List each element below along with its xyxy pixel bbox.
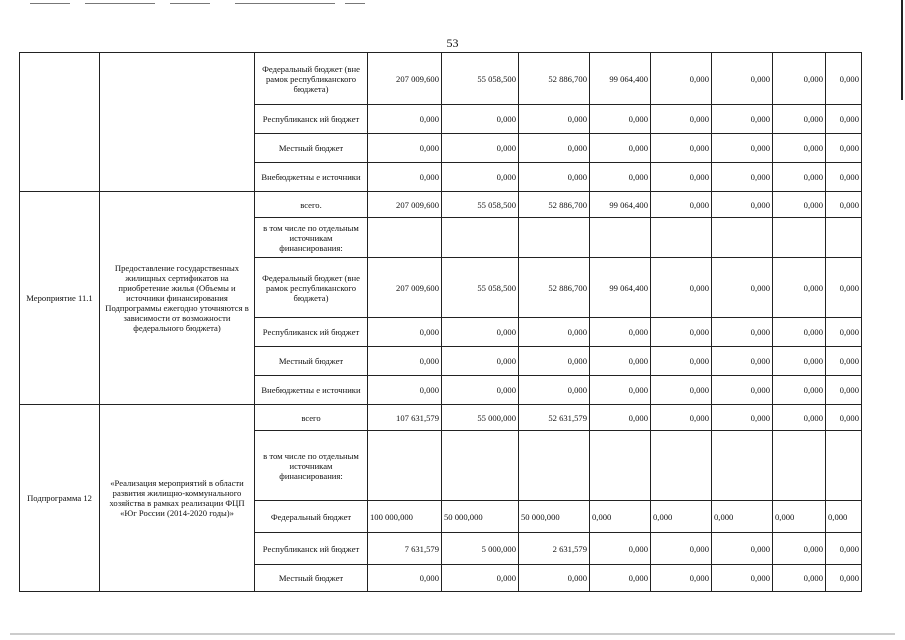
amount-cell: 0,000 xyxy=(712,192,773,218)
amount-cell: 0,000 xyxy=(590,347,651,376)
amount-cell xyxy=(651,218,712,258)
amount-cell: 0,000 xyxy=(773,53,826,105)
description-cell: «Реализация мероприятий в области развития жилищно-коммунального хозяйства в рамках реализации ФЦП «Юг России (2014-2020 годы)» xyxy=(100,405,255,592)
amount-cell: 0,000 xyxy=(826,258,862,318)
amount-cell: 0,000 xyxy=(368,318,442,347)
amount-cell: 50 000,000 xyxy=(442,501,519,533)
amount-cell: 0,000 xyxy=(773,405,826,431)
amount-cell: 0,000 xyxy=(826,347,862,376)
amount-cell: 0,000 xyxy=(773,533,826,565)
amount-cell xyxy=(826,431,862,501)
scan-artifact-top xyxy=(30,2,380,5)
amount-cell: 55 058,500 xyxy=(442,53,519,105)
amount-cell: 0,000 xyxy=(519,565,590,592)
funding-source-cell: Республиканск ий бюджет xyxy=(255,533,368,565)
amount-cell: 0,000 xyxy=(826,134,862,163)
amount-cell: 0,000 xyxy=(368,163,442,192)
amount-cell: 0,000 xyxy=(826,405,862,431)
amount-cell: 207 009,600 xyxy=(368,258,442,318)
amount-cell: 52 886,700 xyxy=(519,258,590,318)
amount-cell: 0,000 xyxy=(368,376,442,405)
amount-cell: 0,000 xyxy=(651,533,712,565)
amount-cell: 99 064,400 xyxy=(590,258,651,318)
amount-cell: 0,000 xyxy=(651,501,712,533)
table-row xyxy=(20,405,862,431)
amount-cell: 52 886,700 xyxy=(519,192,590,218)
amount-cell: 0,000 xyxy=(442,163,519,192)
amount-cell: 0,000 xyxy=(590,501,651,533)
amount-cell: 0,000 xyxy=(442,565,519,592)
amount-cell: 0,000 xyxy=(590,405,651,431)
funding-source-cell: Внебюджетны е источники xyxy=(255,163,368,192)
funding-source-cell: Местный бюджет xyxy=(255,347,368,376)
amount-cell: 55 000,000 xyxy=(442,405,519,431)
amount-cell: 0,000 xyxy=(442,134,519,163)
amount-cell: 99 064,400 xyxy=(590,192,651,218)
amount-cell: 0,000 xyxy=(442,105,519,134)
amount-cell: 0,000 xyxy=(651,258,712,318)
amount-cell: 0,000 xyxy=(712,501,773,533)
funding-source-cell: Республиканск ий бюджет xyxy=(255,318,368,347)
amount-cell xyxy=(442,218,519,258)
amount-cell: 0,000 xyxy=(773,258,826,318)
amount-cell: 0,000 xyxy=(368,347,442,376)
amount-cell: 0,000 xyxy=(519,134,590,163)
amount-cell: 55 058,500 xyxy=(442,258,519,318)
amount-cell: 0,000 xyxy=(712,565,773,592)
amount-cell: 0,000 xyxy=(651,105,712,134)
amount-cell xyxy=(773,218,826,258)
table-row xyxy=(20,53,862,105)
amount-cell: 0,000 xyxy=(368,565,442,592)
amount-cell: 0,000 xyxy=(773,105,826,134)
amount-cell: 0,000 xyxy=(519,105,590,134)
funding-source-cell: всего xyxy=(255,405,368,431)
funding-source-cell: Федеральный бюджет (вне рамок республиканского бюджета) xyxy=(255,53,368,105)
description-cell xyxy=(100,53,255,192)
amount-cell: 0,000 xyxy=(651,192,712,218)
amount-cell xyxy=(368,431,442,501)
amount-cell: 207 009,600 xyxy=(368,192,442,218)
amount-cell: 0,000 xyxy=(712,258,773,318)
amount-cell: 0,000 xyxy=(590,163,651,192)
event-cell: Мероприятие 11.1 xyxy=(20,192,100,405)
amount-cell: 55 058,500 xyxy=(442,192,519,218)
amount-cell: 0,000 xyxy=(773,347,826,376)
funding-source-cell: Местный бюджет xyxy=(255,134,368,163)
funding-source-cell: Республиканск ий бюджет xyxy=(255,105,368,134)
amount-cell xyxy=(712,218,773,258)
funding-source-cell: в том числе по отдельным источникам финансирования: xyxy=(255,218,368,258)
amount-cell xyxy=(590,431,651,501)
event-cell xyxy=(20,53,100,192)
funding-source-cell: всего. xyxy=(255,192,368,218)
amount-cell: 0,000 xyxy=(651,376,712,405)
amount-cell: 207 009,600 xyxy=(368,53,442,105)
amount-cell xyxy=(712,431,773,501)
amount-cell: 0,000 xyxy=(826,53,862,105)
amount-cell: 5 000,000 xyxy=(442,533,519,565)
page-number: 53 xyxy=(446,36,459,50)
amount-cell: 0,000 xyxy=(368,105,442,134)
amount-cell: 0,000 xyxy=(590,134,651,163)
amount-cell: 0,000 xyxy=(712,533,773,565)
amount-cell: 0,000 xyxy=(773,565,826,592)
amount-cell xyxy=(368,218,442,258)
budget-table xyxy=(19,52,862,592)
amount-cell: 52 631,579 xyxy=(519,405,590,431)
amount-cell: 99 064,400 xyxy=(590,53,651,105)
amount-cell: 0,000 xyxy=(773,376,826,405)
amount-cell: 0,000 xyxy=(826,376,862,405)
amount-cell: 0,000 xyxy=(651,53,712,105)
amount-cell: 0,000 xyxy=(712,376,773,405)
event-cell: Подпрограмма 12 xyxy=(20,405,100,592)
amount-cell: 2 631,579 xyxy=(519,533,590,565)
amount-cell: 0,000 xyxy=(519,376,590,405)
amount-cell: 0,000 xyxy=(651,347,712,376)
amount-cell xyxy=(826,218,862,258)
amount-cell: 0,000 xyxy=(773,501,826,533)
amount-cell: 0,000 xyxy=(826,163,862,192)
amount-cell: 0,000 xyxy=(712,134,773,163)
amount-cell: 0,000 xyxy=(368,134,442,163)
amount-cell: 0,000 xyxy=(590,318,651,347)
funding-source-cell: Федеральный бюджет xyxy=(255,501,368,533)
amount-cell: 0,000 xyxy=(826,318,862,347)
amount-cell: 0,000 xyxy=(590,533,651,565)
amount-cell: 0,000 xyxy=(519,347,590,376)
amount-cell xyxy=(590,218,651,258)
amount-cell: 0,000 xyxy=(826,565,862,592)
table-row xyxy=(20,192,862,218)
amount-cell: 0,000 xyxy=(712,53,773,105)
amount-cell: 0,000 xyxy=(712,347,773,376)
amount-cell: 0,000 xyxy=(590,376,651,405)
funding-source-cell: Местный бюджет xyxy=(255,565,368,592)
amount-cell: 0,000 xyxy=(651,134,712,163)
funding-source-cell: Внебюджетны е источники xyxy=(255,376,368,405)
amount-cell: 0,000 xyxy=(712,105,773,134)
amount-cell: 7 631,579 xyxy=(368,533,442,565)
amount-cell: 0,000 xyxy=(442,318,519,347)
amount-cell: 0,000 xyxy=(773,318,826,347)
amount-cell: 0,000 xyxy=(826,533,862,565)
amount-cell: 100 000,000 xyxy=(368,501,442,533)
amount-cell: 0,000 xyxy=(442,347,519,376)
amount-cell xyxy=(519,218,590,258)
amount-cell xyxy=(773,431,826,501)
amount-cell: 0,000 xyxy=(826,192,862,218)
amount-cell: 0,000 xyxy=(773,192,826,218)
amount-cell: 0,000 xyxy=(442,376,519,405)
funding-source-cell: в том числе по отдельным источникам финансирования: xyxy=(255,431,368,501)
amount-cell: 107 631,579 xyxy=(368,405,442,431)
description-cell: Предоставление государственных жилищных сертификатов на приобретение жилья (Объемы и источники финансирования Подпрограммы ежегодно уточняются в зависимости от возможности федерального бюджета) xyxy=(100,192,255,405)
amount-cell: 50 000,000 xyxy=(519,501,590,533)
amount-cell: 0,000 xyxy=(651,318,712,347)
amount-cell: 52 886,700 xyxy=(519,53,590,105)
amount-cell: 0,000 xyxy=(590,565,651,592)
amount-cell: 0,000 xyxy=(712,318,773,347)
amount-cell: 0,000 xyxy=(651,565,712,592)
amount-cell: 0,000 xyxy=(590,105,651,134)
amount-cell: 0,000 xyxy=(712,163,773,192)
amount-cell: 0,000 xyxy=(712,405,773,431)
scan-artifact-bottom xyxy=(10,633,895,635)
amount-cell: 0,000 xyxy=(519,318,590,347)
amount-cell: 0,000 xyxy=(651,163,712,192)
amount-cell: 0,000 xyxy=(651,405,712,431)
amount-cell: 0,000 xyxy=(826,501,862,533)
amount-cell: 0,000 xyxy=(826,105,862,134)
amount-cell: 0,000 xyxy=(519,163,590,192)
funding-source-cell: Федеральный бюджет (вне рамок республиканского бюджета) xyxy=(255,258,368,318)
amount-cell xyxy=(442,431,519,501)
amount-cell xyxy=(519,431,590,501)
amount-cell: 0,000 xyxy=(773,134,826,163)
amount-cell xyxy=(651,431,712,501)
amount-cell: 0,000 xyxy=(773,163,826,192)
